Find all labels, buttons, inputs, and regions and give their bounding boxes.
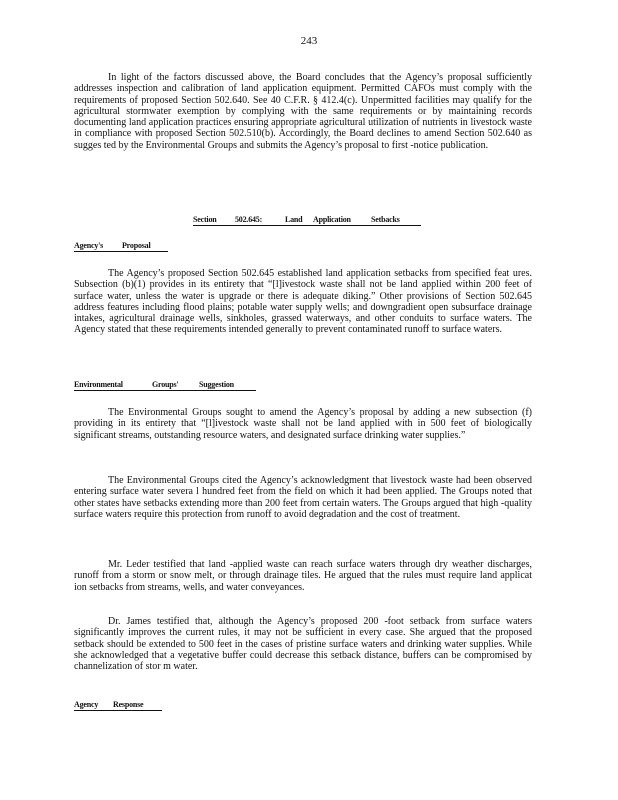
paragraph-board-conclusion [74, 72, 532, 151]
heading-word: Response [113, 700, 144, 709]
paragraph-agency-proposal [74, 268, 532, 336]
heading-word: Section [193, 215, 217, 224]
subheading-agency-response [74, 700, 162, 711]
page-number: 243 [300, 35, 318, 47]
heading-word: Agency [74, 700, 99, 709]
subheading-environmental-groups [74, 380, 256, 391]
paragraph-leder-testimony [74, 559, 532, 593]
heading-word: 502.645: [235, 215, 263, 224]
paragraph-env-groups-citation [74, 475, 532, 520]
paragraph-text: The Environmental Groups cited the Agency’s acknowledgment that livestock waste had been observed entering surface water severa l hundred feet from the field on which it had been applied. The Groups noted that other states have setbacks extending more than 200 feet from certain waters. The Groups argued that high -quality surface waters require this protection from runoff to avoid degradation and the cost of treatment. [74, 475, 532, 520]
heading-word: Proposal [122, 241, 151, 250]
paragraph-text: The Environmental Groups sought to amend the Agency’s proposal by adding a new subsection (f) providing in its entirety that “[l]ivestock waste shall not be land applied with in 500 feet of biologically significant streams, outstanding resource waters, and designated surface drinking water supplies.” [74, 407, 532, 441]
heading-word: Setbacks [371, 215, 400, 224]
paragraph-text: In light of the factors discussed above, the Board concludes that the Agency’s proposal sufficiently addresses inspection and calibration of land application equipment. Permitted CAFOs must comply with the requirements of proposed Section 502.640. See 40 C.F.R. § 412.4(c). Unpermitted facilities may qualify for the agricultural stormwater exemption by complying with the same requirements or by maintaining records documenting land application practices ensuring appropriate agricultural utilization of nutrients in livestock waste in compliance with proposed Section 502.510(b). Accordingly, the Board declines to amend Section 502.640 as sugges ted by the Environmental Groups and submits the Agency’s proposal to first -notice publication. [74, 72, 532, 151]
paragraph-text: The Agency’s proposed Section 502.645 established land application setbacks from specified feat ures. Subsection (b)(1) provides in its entirety that “[l]ivestock waste shall not be land applied within 200 feet of surface water, unless the water is upgrade or there is adequate diking.” Other provisions of Section 502.645 address features including flood plains; potable water supply wells; and downgradient open subsurface drainage intakes, agricultural drainage wells, sinkholes, grassed waterways, and other conduits to surface waters. The Agency stated that these requirements intended generally to prevent contaminated runoff to surface waters. [74, 268, 532, 336]
paragraph-text: Mr. Leder testified that land -applied waste can reach surface waters through dry weather discharges, runoff from a storm or snow melt, or through drainage tiles. He argued that the rules must require land applicat ion setbacks from streams, wells, and water conveyances. [74, 559, 532, 593]
heading-word: Environmental [74, 380, 123, 389]
paragraph-env-groups-suggestion [74, 407, 532, 441]
heading-word: Groups' [152, 380, 179, 389]
heading-word: Application [313, 215, 351, 224]
section-heading [193, 215, 421, 226]
heading-word: Suggestion [199, 380, 234, 389]
paragraph-text: Dr. James testified that, although the Agency’s proposed 200 -foot setback from surface waters significantly improves the current rules, it may not be sufficient in every case. She argued that the proposed setback should be extended to 500 feet in the cases of pristine surface waters and drinking water supplies. While she acknowledged that a vegetative buffer could decrease this setback distance, buffers can be compromised by channelization of stor m water. [74, 616, 532, 673]
heading-word: Land [285, 215, 303, 224]
subheading-agency-proposal [74, 241, 168, 252]
heading-word: Agency's [74, 241, 104, 250]
paragraph-james-testimony [74, 616, 532, 672]
